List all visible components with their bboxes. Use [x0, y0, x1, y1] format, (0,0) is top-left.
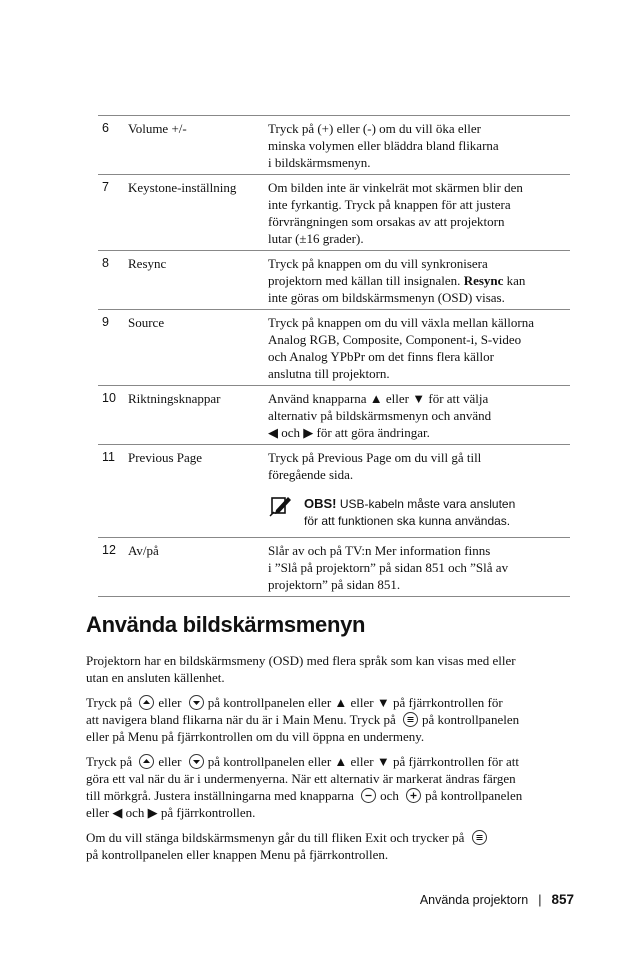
table-row — [98, 250, 570, 309]
up-key-icon — [139, 695, 154, 710]
control-name: Resync — [128, 256, 167, 271]
menu-key-icon — [472, 830, 487, 845]
menu-key-icon — [403, 712, 418, 727]
row-number: 7 — [102, 180, 109, 194]
text: till mörkgrå. Justera inställningarna med knapparna — [86, 788, 354, 803]
resync-bold-term: Resync — [463, 273, 504, 288]
row-number: 9 — [102, 315, 109, 329]
desc-line: minska volymen eller bläddra bland flikarna — [268, 138, 499, 153]
table-row — [98, 385, 570, 444]
desc-line: Tryck på knappen om du vill synkronisera — [268, 256, 488, 271]
footer-section-title: Använda projektorn — [419, 893, 529, 907]
table-row — [98, 537, 570, 597]
desc-text: projektorn med källan till insignalen. — [268, 273, 464, 288]
table-row — [98, 444, 570, 537]
text-line: utan en ansluten källenhet. — [86, 670, 225, 685]
control-name: Source — [128, 315, 165, 330]
control-description — [268, 390, 570, 441]
control-description — [268, 120, 570, 171]
row-number: 12 — [102, 543, 116, 557]
desc-line: i bildskärmsmenyn. — [268, 155, 371, 170]
text: och — [380, 788, 399, 803]
up-key-icon — [139, 754, 154, 769]
body-text — [86, 652, 578, 871]
note-box — [268, 495, 570, 530]
minus-key-icon — [361, 788, 376, 803]
text: eller ◀ och ▶ på fjärrkontrollen. — [86, 805, 256, 820]
text-line: Projektorn har en bildskärmsmeny (OSD) med flera språk som kan visas med eller — [86, 653, 516, 668]
down-key-icon — [189, 754, 204, 769]
footer-separator: | — [538, 893, 542, 907]
paragraph — [86, 652, 578, 686]
table-row — [98, 309, 570, 385]
text: på kontrollpanelen eller knappen Menu på fjärrkontrollen. — [86, 847, 389, 862]
row-number: 8 — [102, 256, 109, 270]
row-number: 6 — [102, 121, 109, 135]
desc-line: Använd knapparna ▲ eller ▼ för att välja — [268, 391, 489, 406]
desc-line: Tryck på (+) eller (-) om du vill öka eller — [268, 121, 481, 136]
control-description — [268, 542, 570, 593]
note-line-text: USB-kabeln måste vara ansluten — [336, 497, 516, 511]
note-text — [304, 495, 515, 530]
text: att navigera bland flikarna när du är i Main Menu. Tryck på — [86, 712, 396, 727]
row-number: 11 — [102, 450, 115, 464]
desc-line: inte fyrkantig. Tryck på knappen för att justera — [268, 197, 511, 212]
table-row — [98, 174, 570, 250]
down-key-icon — [189, 695, 204, 710]
desc-line: Tryck på Previous Page om du vill gå till — [268, 450, 482, 465]
control-description — [268, 449, 570, 534]
text: eller — [158, 695, 182, 710]
note-label: OBS! — [304, 496, 337, 511]
control-name: Keystone-inställning — [128, 180, 237, 195]
desc-line: och Analog YPbPr om det finns flera källor — [268, 349, 494, 364]
desc-line: föregående sida. — [268, 467, 354, 482]
desc-line: i ”Slå på projektorn” på sidan 851 och ”Slå av — [268, 560, 509, 575]
control-description — [268, 179, 570, 247]
controls-table — [98, 115, 570, 597]
desc-line — [268, 272, 570, 289]
desc-line: ◀ och ▶ för att göra ändringar. — [268, 425, 430, 440]
text: eller — [158, 754, 182, 769]
text: på kontrollpanelen eller ▲ eller ▼ på fjärrkontrollen för att — [207, 754, 519, 769]
desc-line: anslutna till projektorn. — [268, 366, 390, 381]
note-pencil-icon — [268, 495, 304, 521]
control-name: Av/på — [128, 543, 159, 558]
page-number: 857 — [551, 892, 574, 907]
desc-line: projektorn” på sidan 851. — [268, 577, 401, 592]
desc-line: Om bilden inte är vinkelrät mot skärmen blir den — [268, 180, 523, 195]
text: på kontrollpanelen — [422, 712, 520, 727]
text: eller på Menu på fjärrkontrollen om du vill öppna en undermeny. — [86, 729, 425, 744]
note-line — [304, 495, 515, 513]
paragraph — [86, 753, 578, 821]
desc-text: kan — [503, 273, 526, 288]
desc-line: alternativ på bildskärmsmenyn och använd — [268, 408, 492, 423]
text: göra ett val när du är i undermenyerna. När ett alternativ är markerat ändras färgen — [86, 771, 516, 786]
desc-line: Slår av och på TV:n Mer information finns — [268, 543, 491, 558]
control-name: Previous Page — [128, 450, 203, 465]
desc-line: förvrängningen som orsakas av att projektorn — [268, 214, 505, 229]
page-footer — [420, 892, 574, 907]
plus-key-icon — [406, 788, 421, 803]
desc-line: lutar (±16 grader). — [268, 231, 364, 246]
text: Tryck på — [86, 754, 133, 769]
table-row — [98, 115, 570, 174]
section-heading: Använda bildskärmsmenyn — [86, 612, 366, 637]
text: Tryck på — [86, 695, 133, 710]
text: Om du vill stänga bildskärmsmenyn går du till fliken Exit och trycker på — [86, 830, 465, 845]
desc-line: inte göras om bildskärmsmenyn (OSD) visas. — [268, 290, 505, 305]
text: på kontrollpanelen — [425, 788, 523, 803]
desc-line: Analog RGB, Composite, Component-i, S-video — [268, 332, 522, 347]
note-line: för att funktionen ska kunna användas. — [304, 514, 511, 528]
text: på kontrollpanelen eller ▲ eller ▼ på fjärrkontrollen för — [207, 695, 503, 710]
control-name: Volume +/- — [128, 121, 187, 136]
paragraph — [86, 829, 578, 863]
row-number: 10 — [102, 391, 116, 405]
control-description — [268, 314, 570, 382]
control-name: Riktningsknappar — [128, 391, 221, 406]
paragraph — [86, 694, 578, 745]
desc-line: Tryck på knappen om du vill växla mellan källorna — [268, 315, 534, 330]
control-description — [268, 255, 570, 306]
